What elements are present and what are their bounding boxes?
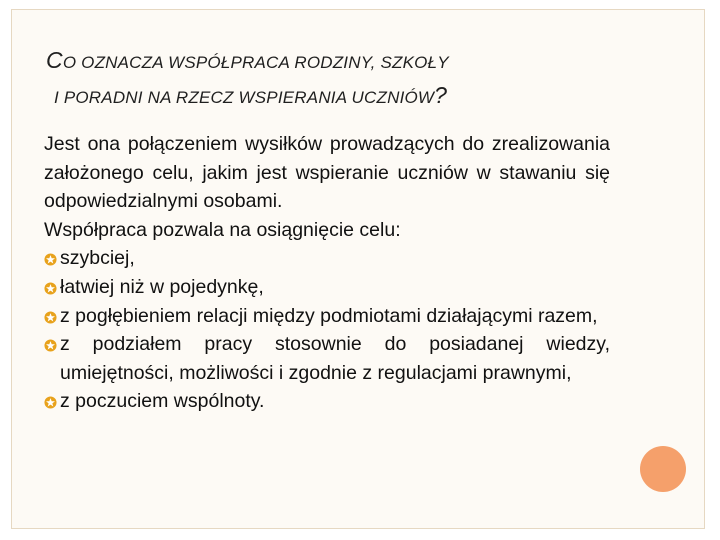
- decorative-orange-circle: [640, 446, 686, 492]
- title-cap: C: [46, 47, 63, 73]
- list-item-text: szybciej,: [60, 247, 135, 270]
- list-item: [44, 302, 610, 331]
- list-item-text: z podziałem pracy stosownie do posiadanej wiedzy, umiejętności, możliwości i zgodnie z regulacjami prawnymi,: [60, 333, 610, 384]
- list-item-text: łatwiej niż w pojedynkę,: [60, 275, 264, 298]
- bullet-icon: [44, 311, 57, 324]
- list-item-text: z pogłębieniem relacji między podmiotami działającymi razem,: [60, 304, 598, 327]
- list-item: [44, 387, 610, 416]
- slide-title: [46, 44, 646, 114]
- list-item: [44, 244, 610, 273]
- list-item: [44, 273, 610, 302]
- title-line-2-text: I PORADNI NA RZECZ WSPIERANIA UCZNIÓW: [54, 88, 435, 107]
- body-intro: Jest ona połączeniem wysiłków prowadzących do zrealizowania założonego celu, jakim jest wspieranie uczniów w stawaniu się odpowiedzialnymi osobami.: [44, 133, 610, 213]
- list-item: [44, 330, 610, 387]
- slide-body: [44, 130, 610, 416]
- list-item-text: z poczuciem wspólnoty.: [60, 390, 265, 413]
- bullet-icon: [44, 253, 57, 266]
- bullet-icon: [44, 339, 57, 352]
- title-line-1: [46, 44, 646, 79]
- title-question-mark: ?: [434, 82, 448, 108]
- bullet-icon: [44, 396, 57, 409]
- title-line-1-text: O OZNACZA WSPÓŁPRACA RODZINY, SZKOŁY: [62, 53, 449, 72]
- bullet-icon: [44, 282, 57, 295]
- title-line-2: [46, 79, 646, 114]
- body-lead: Współpraca pozwala na osiągnięcie celu:: [44, 218, 401, 241]
